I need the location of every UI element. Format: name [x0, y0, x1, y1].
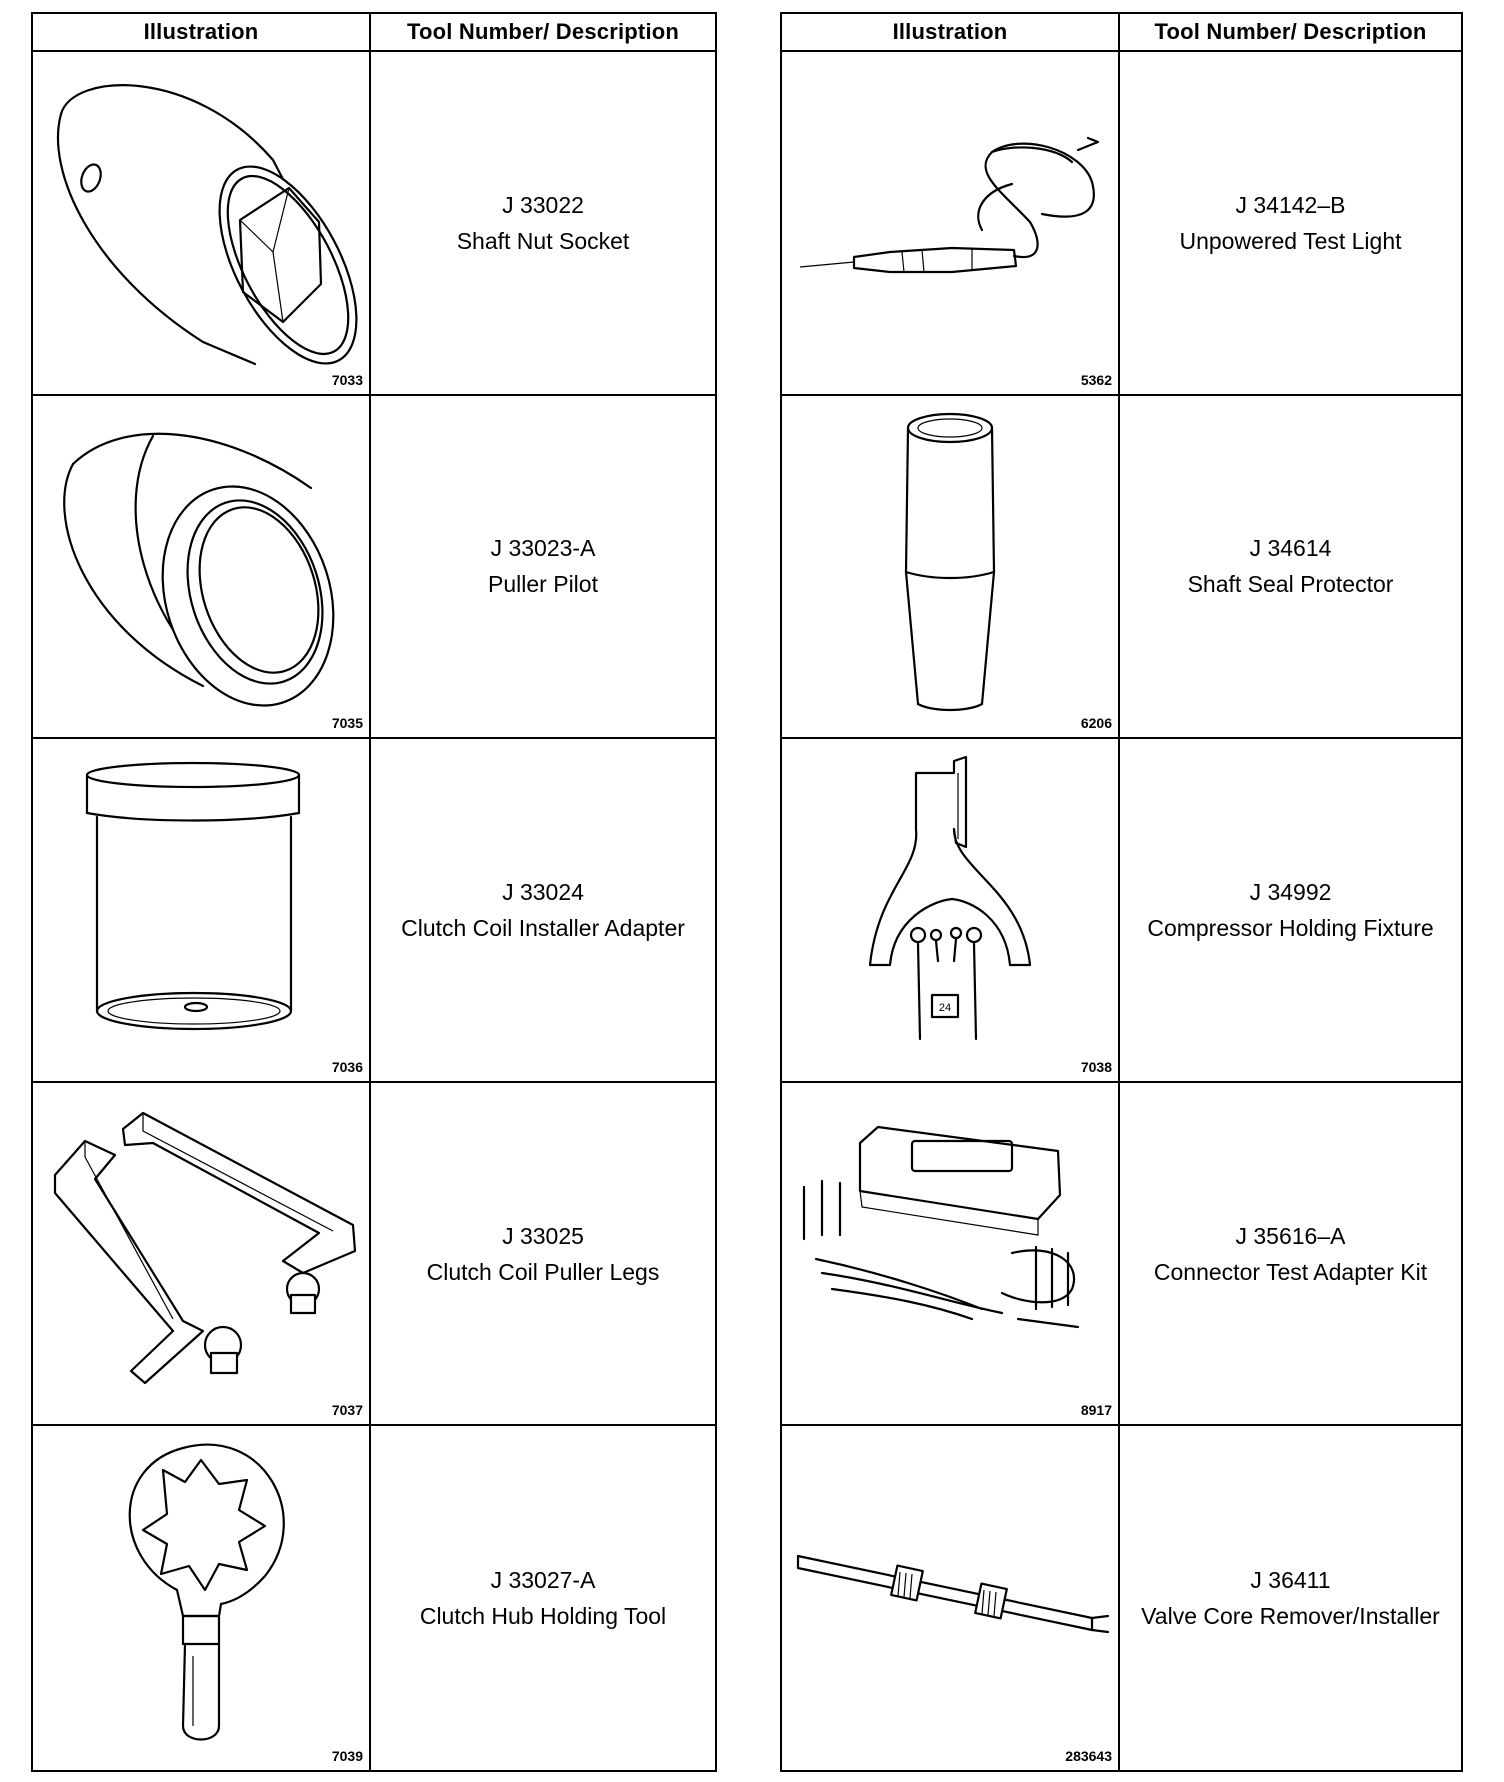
tool-description-header: Tool Number/ Description [406, 19, 680, 44]
seal-protector-icon [782, 396, 1118, 736]
illustration-cell [782, 396, 1120, 738]
test-light-icon [782, 52, 1118, 392]
tools-table-right [780, 12, 1463, 1772]
hub-holding-tool-icon [33, 1426, 369, 1766]
illustration-cell [33, 1083, 371, 1425]
table-row [33, 52, 715, 396]
holding-fixture-icon [782, 739, 1118, 1079]
table-row [33, 396, 715, 740]
illustration-cell [782, 739, 1120, 1081]
tool-description-cell [1120, 52, 1461, 394]
tool-description-cell [371, 1083, 715, 1425]
table-row [782, 396, 1461, 740]
illustration-cell [782, 52, 1120, 394]
figure-number: 5362 [1080, 371, 1112, 388]
tool-name: Unpowered Test Light [1179, 227, 1402, 254]
table-row [782, 1426, 1461, 1770]
table-header [782, 14, 1461, 52]
tool-description-cell [371, 52, 715, 394]
tool-number: J 34142–B [1235, 191, 1346, 218]
table-row [782, 739, 1461, 1083]
tool-description-cell [1120, 739, 1461, 1081]
tool-name: Puller Pilot [488, 571, 598, 598]
puller-pilot-icon [33, 396, 369, 736]
tool-number: J 34614 [1249, 535, 1332, 562]
tool-description-cell [1120, 396, 1461, 738]
illustration-cell [33, 52, 371, 394]
figure-number: 8917 [1080, 1402, 1112, 1419]
tool-number: J 33024 [502, 878, 584, 905]
tool-name: Clutch Coil Installer Adapter [401, 914, 685, 941]
tool-number: J 35616–A [1235, 1222, 1346, 1249]
table-row [33, 1083, 715, 1427]
figure-number: 7035 [331, 715, 363, 732]
tool-description-cell [371, 396, 715, 738]
table-row [33, 739, 715, 1083]
figure-number: 7033 [331, 371, 363, 388]
tool-number: J 33025 [502, 1222, 584, 1249]
figure-number: 283643 [1065, 1747, 1112, 1764]
tool-name: Valve Core Remover/Installer [1141, 1603, 1440, 1630]
illustration-header: Illustration [782, 14, 1120, 50]
tool-number: J 33022 [502, 191, 584, 218]
figure-number: 7039 [331, 1747, 363, 1764]
tool-name: Connector Test Adapter Kit [1153, 1258, 1428, 1285]
tool-name: Shaft Seal Protector [1187, 571, 1394, 598]
table-row [782, 1083, 1461, 1427]
table-row [33, 1426, 715, 1770]
valve-core-tool-icon [782, 1426, 1118, 1766]
illustration-cell [33, 396, 371, 738]
adapter-kit-icon [782, 1083, 1118, 1423]
fixture-label: 24 [938, 1002, 952, 1015]
illustration-cell [782, 1083, 1120, 1425]
socket-icon [33, 52, 369, 392]
tool-description-cell [1120, 1426, 1461, 1770]
figure-number: 7037 [331, 1402, 363, 1419]
adapter-cylinder-icon [33, 739, 369, 1079]
puller-legs-icon [33, 1083, 369, 1423]
table-row [782, 52, 1461, 396]
illustration-cell [33, 1426, 371, 1770]
tool-name: Shaft Nut Socket [456, 227, 630, 254]
tool-description-cell [1120, 1083, 1461, 1425]
tool-number: J 34992 [1249, 878, 1332, 905]
tool-number: J 36411 [1250, 1567, 1331, 1594]
tool-description-cell [371, 1426, 715, 1770]
tool-number: J 33023-A [490, 535, 596, 562]
tool-name: Clutch Hub Holding Tool [419, 1603, 667, 1630]
figure-number: 7038 [1080, 1058, 1112, 1075]
illustration-cell [782, 1426, 1120, 1770]
illustration-header: Illustration [33, 14, 371, 50]
tool-name: Clutch Coil Puller Legs [426, 1258, 660, 1285]
tool-description-header: Tool Number/ Description [1154, 19, 1427, 44]
figure-number: 6206 [1080, 715, 1112, 732]
table-header [33, 14, 715, 52]
tool-number: J 33027-A [490, 1567, 596, 1594]
illustration-cell [33, 739, 371, 1081]
tool-description-cell [371, 739, 715, 1081]
figure-number: 7036 [331, 1058, 363, 1075]
tool-name: Compressor Holding Fixture [1147, 914, 1434, 941]
tools-table-left [31, 12, 717, 1772]
